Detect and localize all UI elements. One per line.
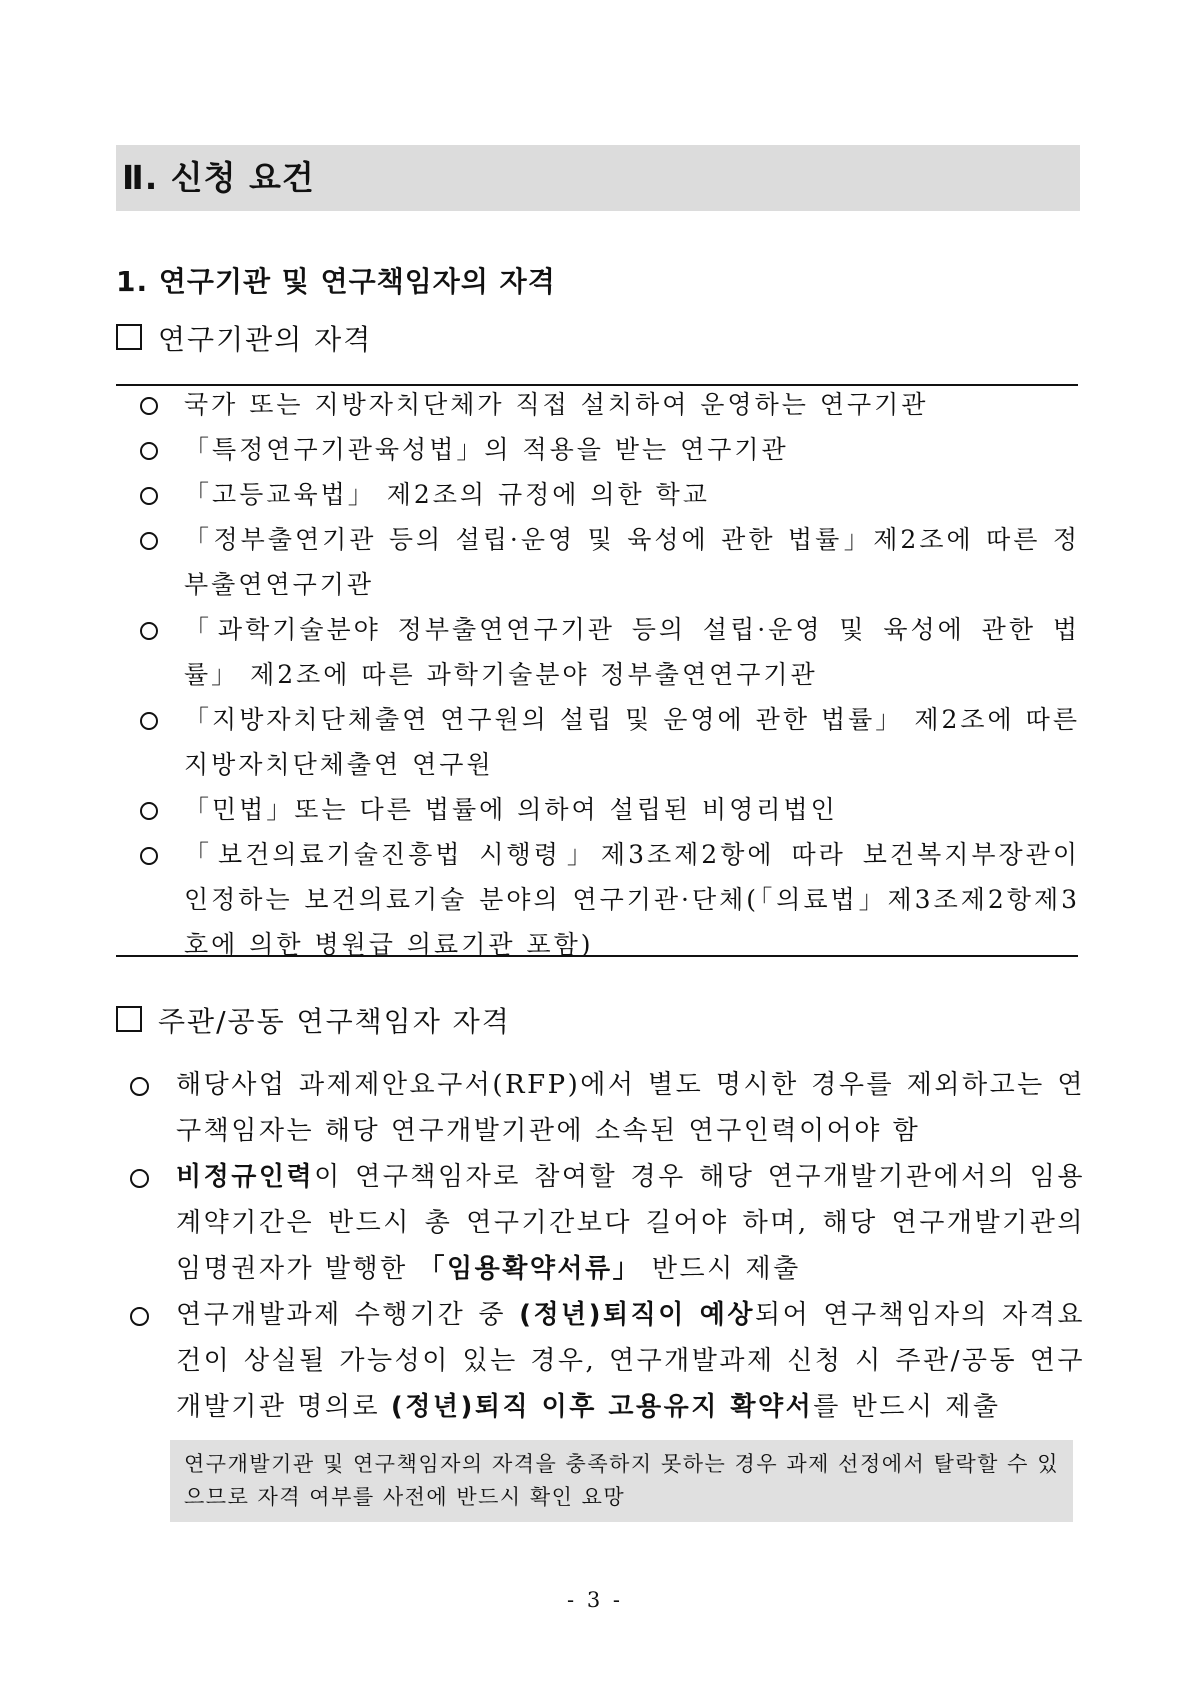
list-item: 해당사업 과제제안요구서(RFP)에서 별도 명시한 경우를 제외하고는 연구책임자는 해당 연구개발기관에 소속된 연구인력이어야 함 — [130, 1062, 1085, 1154]
page-number: - 3 - — [567, 1588, 623, 1612]
circle-bullet-icon — [140, 622, 158, 640]
section-title: 1. 연구기관 및 연구책임자의 자격 — [116, 265, 556, 298]
circle-bullet-icon — [140, 802, 158, 820]
circle-bullet-icon — [130, 1307, 149, 1326]
researcher-heading-text: 주관/공동 연구책임자 자격 — [158, 1005, 511, 1038]
list-item: 비정규인력이 연구책임자로 참여할 경우 해당 연구개발기관에서의 임용계약기간은 반드시 총 연구기간보다 길어야 하며, 해당 연구개발기관의 임명권자가 발행한 「임용확약서류」 반드시 제출 — [130, 1154, 1085, 1292]
institution-list — [140, 382, 1080, 967]
researcher-heading — [116, 1000, 511, 1040]
list-item: 「과학기술분야 정부출연연구기관 등의 설립·운영 및 육성에 관한 법률」 제2조에 따른 과학기술분야 정부출연연구기관 — [140, 607, 1080, 697]
list-item: 「고등교육법」 제2조의 규정에 의한 학교 — [140, 472, 1080, 517]
researcher-list — [130, 1062, 1085, 1430]
circle-bullet-icon — [130, 1169, 149, 1188]
list-item: 「특정연구기관육성법」의 적용을 받는 연구기관 — [140, 427, 1080, 472]
list-item: 「보건의료기술진흥법 시행령」제3조제2항에 따라 보건복지부장관이 인정하는 보건의료기술 분야의 연구기관·단체(「의료법」제3조제2항제3호에 의한 병원급 의료기관 포함) — [140, 832, 1080, 967]
chapter-title: Ⅱ. 신청 요건 — [122, 158, 315, 197]
list-item: 「지방자치단체출연 연구원의 설립 및 운영에 관한 법률」 제2조에 따른 지방자치단체출연 연구원 — [140, 697, 1080, 787]
institution-heading — [116, 318, 372, 358]
list-item: 「민법」또는 다른 법률에 의하여 설립된 비영리법인 — [140, 787, 1080, 832]
list-item: 「정부출연기관 등의 설립·운영 및 육성에 관한 법률」제2조에 따른 정부출연연구기관 — [140, 517, 1080, 607]
circle-bullet-icon — [140, 847, 158, 865]
circle-bullet-icon — [140, 397, 158, 415]
table-bottom-rule — [116, 955, 1078, 957]
checkbox-square-icon — [116, 1006, 142, 1032]
list-item: 국가 또는 지방자치단체가 직접 설치하여 운영하는 연구기관 — [140, 382, 1080, 427]
checkbox-square-icon — [116, 324, 142, 350]
circle-bullet-icon — [130, 1077, 149, 1096]
circle-bullet-icon — [140, 487, 158, 505]
note-box: 연구개발기관 및 연구책임자의 자격을 충족하지 못하는 경우 과제 선정에서 탈락할 수 있으므로 자격 여부를 사전에 반드시 확인 요망 — [170, 1440, 1073, 1522]
list-item: 연구개발과제 수행기간 중 (정년)퇴직이 예상되어 연구책임자의 자격요건이 상실될 가능성이 있는 경우, 연구개발과제 신청 시 주관/공동 연구개발기관 명의로 (정년)퇴직 이후 고용유지 확약서를 반드시 제출 — [130, 1292, 1085, 1430]
circle-bullet-icon — [140, 712, 158, 730]
institution-heading-text: 연구기관의 자격 — [158, 323, 373, 356]
circle-bullet-icon — [140, 532, 158, 550]
circle-bullet-icon — [140, 442, 158, 460]
